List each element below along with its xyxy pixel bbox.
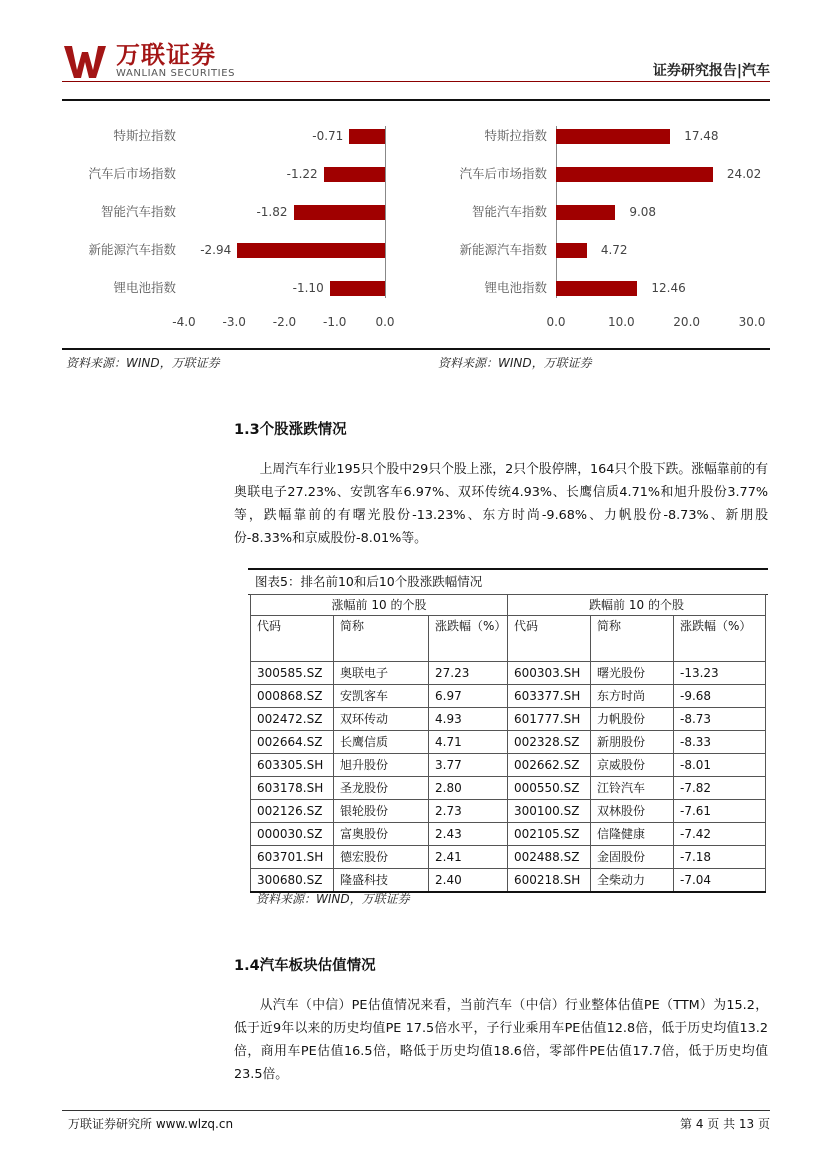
- table-cell: 002662.SZ: [508, 754, 591, 777]
- data-label: -2.94: [200, 243, 232, 257]
- table-cell: 600218.SH: [508, 869, 591, 893]
- chart-bottom-rule: [62, 348, 770, 350]
- table-cell: 300100.SZ: [508, 800, 591, 823]
- section-1-3-paragraph: 上周汽车行业195只个股中29只个股上涨，2只个股停牌，164只个股下跌。涨幅靠前的有奥联电子27.23%、安凯客车6.97%、双环传统4.93%、长鹰信质4.71%和旭升股份3.77%等，跌幅靠前的有曙光股份-13.23%、东方时尚-9.68%、力帆股份-8.73%、新朋股份-8.33%和京威股份-8.01%等。: [234, 462, 768, 546]
- col-change: 涨跌幅（%）: [674, 616, 766, 662]
- table-cell: 力帆股份: [591, 708, 674, 731]
- data-label: 4.72: [600, 243, 628, 257]
- table-cell: 002472.SZ: [251, 708, 334, 731]
- table-cell: 300585.SZ: [251, 662, 334, 685]
- table-cell: 金固股份: [591, 846, 674, 869]
- table-cell: -7.18: [674, 846, 766, 869]
- bar: [556, 243, 587, 258]
- table-cell: 000550.SZ: [508, 777, 591, 800]
- table-cell: -7.42: [674, 823, 766, 846]
- table-row: [251, 731, 766, 754]
- report-type: 证券研究报告|汽车: [652, 63, 770, 79]
- table-cell: -7.04: [674, 869, 766, 893]
- axis-tick-label: 0.0: [546, 315, 566, 329]
- table-cell: -7.61: [674, 800, 766, 823]
- table-cell: 曙光股份: [591, 662, 674, 685]
- table-cell: 000030.SZ: [251, 823, 334, 846]
- table-cell: -13.23: [674, 662, 766, 685]
- table-cell: 300680.SZ: [251, 869, 334, 893]
- table-cell: 002126.SZ: [251, 800, 334, 823]
- table-row: [251, 846, 766, 869]
- axis-tick-label: -4.0: [172, 315, 196, 329]
- header-rule: [62, 99, 770, 101]
- category-label: 汽车后市场指数: [88, 166, 176, 181]
- table-title: 图表5：排名前10和后10个股涨跌幅情况: [255, 574, 483, 589]
- table-cell: 2.41: [429, 846, 508, 869]
- section-1-4-paragraph: 从汽车（中信）PE估值情况来看，当前汽车（中信）行业整体估值PE（TTM）为15.2，低于近9年以来的历史均值PE 17.5倍水平，子行业乘用车PE估值12.8倍，低于历史均值13.2倍，商用车PE估值16.5倍，略低于历史均值18.6倍，零部件PE估值17.7倍，低于历史均值23.5倍。: [234, 998, 768, 1082]
- page-number: 第 4 页 共 13 页: [680, 1117, 770, 1131]
- table-cell: 002664.SZ: [251, 731, 334, 754]
- table-cell: 长鹰信质: [334, 731, 429, 754]
- brand-name-en: WANLIAN SECURITIES: [116, 68, 236, 79]
- group-gainers: 涨幅前 10 的个股: [251, 595, 508, 616]
- chart-right-source: 资料来源：WIND，万联证券: [438, 356, 592, 370]
- table-cell: -7.82: [674, 777, 766, 800]
- axis-tick-label: 0.0: [375, 315, 395, 329]
- table-cell: 新朋股份: [591, 731, 674, 754]
- bar: [556, 167, 713, 182]
- bar: [294, 205, 385, 220]
- bar: [556, 205, 615, 220]
- table-row: [251, 800, 766, 823]
- table-row: [251, 708, 766, 731]
- table-cell: 江铃汽车: [591, 777, 674, 800]
- table-cell: 002105.SZ: [508, 823, 591, 846]
- data-label: 17.48: [684, 129, 719, 143]
- data-label: -0.71: [312, 129, 344, 143]
- table-row: [251, 823, 766, 846]
- table-cell: 东方时尚: [591, 685, 674, 708]
- bar: [556, 281, 637, 296]
- category-label: 特斯拉指数: [484, 128, 547, 143]
- axis-tick-label: 30.0: [738, 315, 766, 329]
- table-cell: -8.33: [674, 731, 766, 754]
- table-cell: 京威股份: [591, 754, 674, 777]
- section-title-1-3: 1.3个股涨跌情况: [234, 422, 347, 438]
- table-cell: 603178.SH: [251, 777, 334, 800]
- category-label: 特斯拉指数: [113, 128, 176, 143]
- table-row: [251, 777, 766, 800]
- table-cell: 奥联电子: [334, 662, 429, 685]
- data-label: 9.08: [629, 205, 657, 219]
- table-cell: 2.43: [429, 823, 508, 846]
- table-cell: 6.97: [429, 685, 508, 708]
- category-label: 锂电池指数: [113, 280, 176, 295]
- axis-tick-label: -2.0: [272, 315, 297, 329]
- category-label: 锂电池指数: [484, 280, 547, 295]
- wanlian-logo-icon: [62, 44, 108, 80]
- table-source: 资料来源：WIND，万联证券: [256, 892, 410, 906]
- brand-name-cn: 万联证券: [116, 41, 216, 69]
- table-cell: 全柴动力: [591, 869, 674, 893]
- bar: [556, 129, 670, 144]
- table-cell: 2.80: [429, 777, 508, 800]
- table-cell: 2.40: [429, 869, 508, 893]
- table-cell: 601777.SH: [508, 708, 591, 731]
- data-label: 24.02: [726, 167, 762, 181]
- table-cell: 圣龙股份: [334, 777, 429, 800]
- table-cell: 600303.SH: [508, 662, 591, 685]
- table-row: [251, 869, 766, 893]
- table-cell: 德宏股份: [334, 846, 429, 869]
- chart-left-source: 资料来源：WIND，万联证券: [66, 356, 220, 370]
- table-column-header: [251, 616, 766, 662]
- table-cell: 4.93: [429, 708, 508, 731]
- table-cell: -8.01: [674, 754, 766, 777]
- category-label: 汽车后市场指数: [459, 166, 547, 181]
- table-row: [251, 662, 766, 685]
- group-losers: 跌幅前 10 的个股: [508, 595, 766, 616]
- axis-tick-label: -1.0: [323, 315, 347, 329]
- table-cell: 3.77: [429, 754, 508, 777]
- bar: [237, 243, 385, 258]
- table-cell: 603377.SH: [508, 685, 591, 708]
- axis-tick-label: 10.0: [607, 315, 635, 329]
- col-code: 代码: [251, 616, 334, 662]
- table-cell: 安凯客车: [334, 685, 429, 708]
- bar: [349, 129, 385, 144]
- axis-line: [385, 126, 386, 298]
- col-code: 代码: [508, 616, 591, 662]
- table-cell: 隆盛科技: [334, 869, 429, 893]
- data-label: -1.22: [286, 167, 318, 181]
- table-cell: 603701.SH: [251, 846, 334, 869]
- axis-tick-label: 20.0: [673, 315, 701, 329]
- table-cell: 603305.SH: [251, 754, 334, 777]
- footer-rule: [62, 1110, 770, 1111]
- data-label: -1.10: [292, 281, 324, 295]
- category-label: 新能源汽车指数: [88, 242, 176, 257]
- header-divider: [62, 81, 770, 82]
- table-row: [251, 754, 766, 777]
- table-cell: 4.71: [429, 731, 508, 754]
- table-cell: 旭升股份: [334, 754, 429, 777]
- section-title-1-4: 1.4汽车板块估值情况: [234, 958, 376, 974]
- table-cell: 000868.SZ: [251, 685, 334, 708]
- table-cell: 富奥股份: [334, 823, 429, 846]
- table-cell: 27.23: [429, 662, 508, 685]
- category-label: 智能汽车指数: [100, 204, 176, 219]
- table-cell: -9.68: [674, 685, 766, 708]
- table-cell: 双环传动: [334, 708, 429, 731]
- category-label: 新能源汽车指数: [459, 242, 547, 257]
- bar: [330, 281, 385, 296]
- col-name: 简称: [591, 616, 674, 662]
- table-group-header: [251, 595, 766, 616]
- table-cell: 002328.SZ: [508, 731, 591, 754]
- data-label: 12.46: [651, 281, 686, 295]
- footer-institute: 万联证券研究所 www.wlzq.cn: [68, 1117, 234, 1131]
- stock-change-table: [250, 594, 766, 893]
- table-cell: -8.73: [674, 708, 766, 731]
- axis-tick-label: -3.0: [222, 315, 246, 329]
- bar: [324, 167, 385, 182]
- table-cell: 银轮股份: [334, 800, 429, 823]
- col-change: 涨跌幅（%）: [429, 616, 508, 662]
- table-cell: 双林股份: [591, 800, 674, 823]
- category-label: 智能汽车指数: [471, 204, 547, 219]
- table-cell: 2.73: [429, 800, 508, 823]
- table-cell: 002488.SZ: [508, 846, 591, 869]
- table-cell: 信隆健康: [591, 823, 674, 846]
- data-label: -1.82: [256, 205, 288, 219]
- table-row: [251, 685, 766, 708]
- col-name: 简称: [334, 616, 429, 662]
